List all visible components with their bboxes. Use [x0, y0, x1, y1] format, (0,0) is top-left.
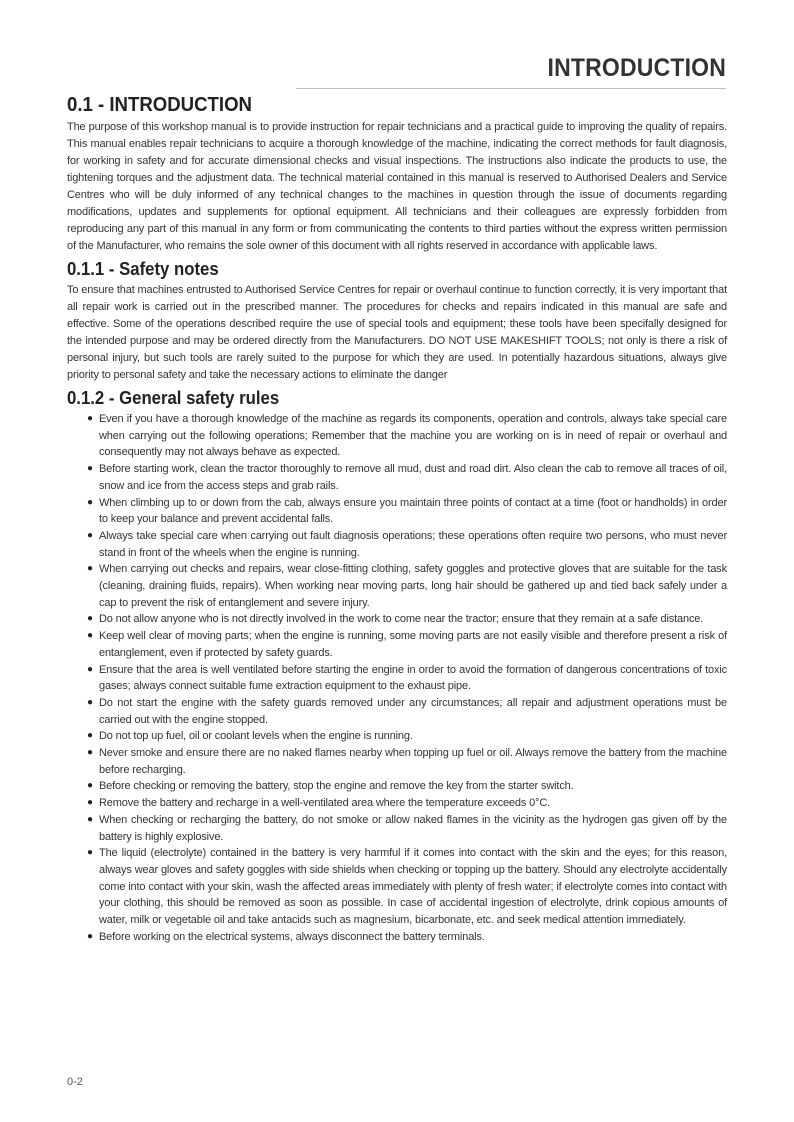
list-item-text: Before starting work, clean the tractor thoroughly to remove all mud, dust and road dirt. Also clean the cab to remove all traces of oil, snow and ice from the access steps and grab rails.	[99, 463, 727, 492]
list-item	[87, 411, 727, 461]
list-item-text: Do not allow anyone who is not directly involved in the work to come near the tractor; ensure that they remain at a safe distance.	[99, 613, 704, 626]
bullet-icon: ●	[87, 529, 93, 541]
section-paragraph-0-1: The purpose of this workshop manual is to provide instruction for repair technicians and a practical guide to improving the quality of repairs. This manual enables repair technicians to acquire a thorough knowledge of the machine, indicating the correct methods for fault diagnosis, for working in safety and for accurate dimensional checks and visual inspections. The instructions also indicate the products to use, the tightening torques and the adjustment data. The technical material contained in this manual is reserved to Authorised Dealers and Service Centres who will be duly informed of any technical changes to the machines in question through the issue of documents regarding modifications, updates and supplements for optional equipment. All technicians and their colleagues are expressly forbidden from reproducing any part of this manual in any form or from communicating the contents to third parties without the express written permission of the Manufacturer, who remains the sole owner of this document with all rights reserved in accordance with applicable laws.	[67, 121, 727, 252]
list-item	[87, 745, 727, 778]
list-item	[87, 461, 727, 494]
bullet-icon: ●	[87, 747, 93, 759]
list-item	[87, 528, 727, 561]
list-item	[87, 611, 727, 628]
list-item-text: Never smoke and ensure there are no naked flames nearby when topping up fuel or oil. Always remove the battery from the machine before recharging.	[99, 747, 727, 776]
bullet-icon: ●	[87, 730, 93, 742]
bullet-icon: ●	[87, 847, 93, 859]
section-paragraph-0-1-1: To ensure that machines entrusted to Authorised Service Centres for repair or overhaul continue to function correctly, it is very important that all repair work is carried out in the prescribed manner. The procedures for checks and repairs indicated in this manual are safe and effective. Some of the operations described require the use of special tools and equipment; these tools have been specifally designed for the intended purpose and may be ordered directly from the Manufacturers. DO NOT USE MAKESHIFT TOOLS; not only is there a risk of personal injury, but such tools are rarely suited to the purpose for which they are used. In potentially hazardous situations, always give priority to personal safety and take the necessary actions to eliminate the danger	[67, 284, 727, 381]
bullet-icon: ●	[87, 813, 93, 825]
list-item	[87, 929, 727, 946]
bullet-icon: ●	[87, 930, 93, 942]
bullet-icon: ●	[87, 613, 93, 625]
section-heading-0-1-1: 0.1.1 - Safety notes	[67, 259, 219, 279]
list-item	[87, 561, 727, 611]
list-item-text: Even if you have a thorough knowledge of the machine as regards its components, operation and controls, always take special care when carrying out the following operations; Remember that the machine you are working on is in need of repair or overhaul and consequently may not always behave as expected.	[99, 413, 727, 459]
list-item-text: When climbing up to or down from the cab, always ensure you maintain three points of contact at a time (foot or handholds) in order to keep your balance and prevent accidental falls.	[99, 496, 727, 526]
list-item-text: Do not start the engine with the safety guards removed under any circumstances; all repair and adjustment operations must be carried out with the engine stopped.	[99, 696, 727, 726]
bullet-icon: ●	[87, 663, 93, 675]
safety-rules-list	[67, 411, 727, 946]
list-item	[87, 812, 727, 845]
list-item	[87, 495, 727, 528]
list-item	[87, 695, 727, 728]
list-item-text: The liquid (electrolyte) contained in the battery is very harmful if it comes into contact with the skin and the eyes; for this reason, always wear gloves and safety goggles with side shields when checking or topping up the battery. Should any electrolyte accidentally come into contact with your skin, wash the affected areas immediately with plenty of fresh water; if electrolyte comes into contact with your clothing, this should be removed as soon as possible. In case of accidental ingestion of electrolyte, drink copious amounts of water, milk or vegetable oil and take antacids such as magnesium, bicarbonate, etc. and seek medical attention immediately.	[99, 847, 727, 927]
list-item	[87, 728, 727, 745]
bullet-icon: ●	[87, 797, 93, 809]
section-heading-0-1: 0.1 - INTRODUCTION	[67, 94, 252, 116]
list-item-text: When checking or recharging the battery, do not smoke or allow naked flames in the vicinity as the hydrogen gas given off by the battery is highly explosive.	[99, 813, 727, 843]
bullet-icon: ●	[87, 413, 93, 424]
bullet-icon: ●	[87, 630, 93, 642]
list-item	[87, 662, 727, 695]
bullet-icon: ●	[87, 780, 93, 792]
page-number: 0-2	[67, 1076, 83, 1088]
list-item-text: Keep well clear of moving parts; when the engine is running, some moving parts are not easily visible and therefore present a risk of entanglement, even if protected by safety guards.	[99, 630, 727, 659]
page-content	[67, 94, 727, 946]
list-item	[87, 795, 727, 812]
list-item-text: When carrying out checks and repairs, wear close-fitting clothing, safety goggles and protective gloves that are suitable for the task (cleaning, draining fluids, repairs). When working near moving parts, long hair should be gathered up and tied back safely under a cap to prevent the risk of entanglement and severe injury.	[99, 563, 727, 609]
list-item-text: Ensure that the area is well ventilated before starting the engine in order to avoid the formation of dangerous concentrations of toxic gases; always connect suitable fume extraction equipment to the exhaust pipe.	[99, 663, 727, 693]
bullet-icon: ●	[87, 463, 93, 475]
header-divider	[296, 88, 726, 89]
list-item-text: Do not top up fuel, oil or coolant levels when the engine is running.	[99, 730, 413, 743]
list-item-text: Remove the battery and recharge in a well-ventilated area where the temperature exceeds 0°C.	[99, 797, 551, 810]
bullet-icon: ●	[87, 496, 93, 508]
list-item	[87, 778, 727, 795]
list-item	[87, 845, 727, 929]
list-item-text: Before checking or removing the battery, stop the engine and remove the key from the starter switch.	[99, 780, 574, 793]
list-item-text: Before working on the electrical systems, always disconnect the battery terminals.	[99, 930, 485, 943]
section-heading-0-1-2: 0.1.2 - General safety rules	[67, 388, 280, 408]
chapter-title: INTRODUCTION	[547, 54, 726, 82]
bullet-icon: ●	[87, 696, 93, 708]
list-item-text: Always take special care when carrying out fault diagnosis operations; these operations often require two persons, who must never stand in front of the wheels when the engine is running.	[99, 529, 727, 559]
list-item	[87, 628, 727, 661]
bullet-icon: ●	[87, 563, 93, 575]
